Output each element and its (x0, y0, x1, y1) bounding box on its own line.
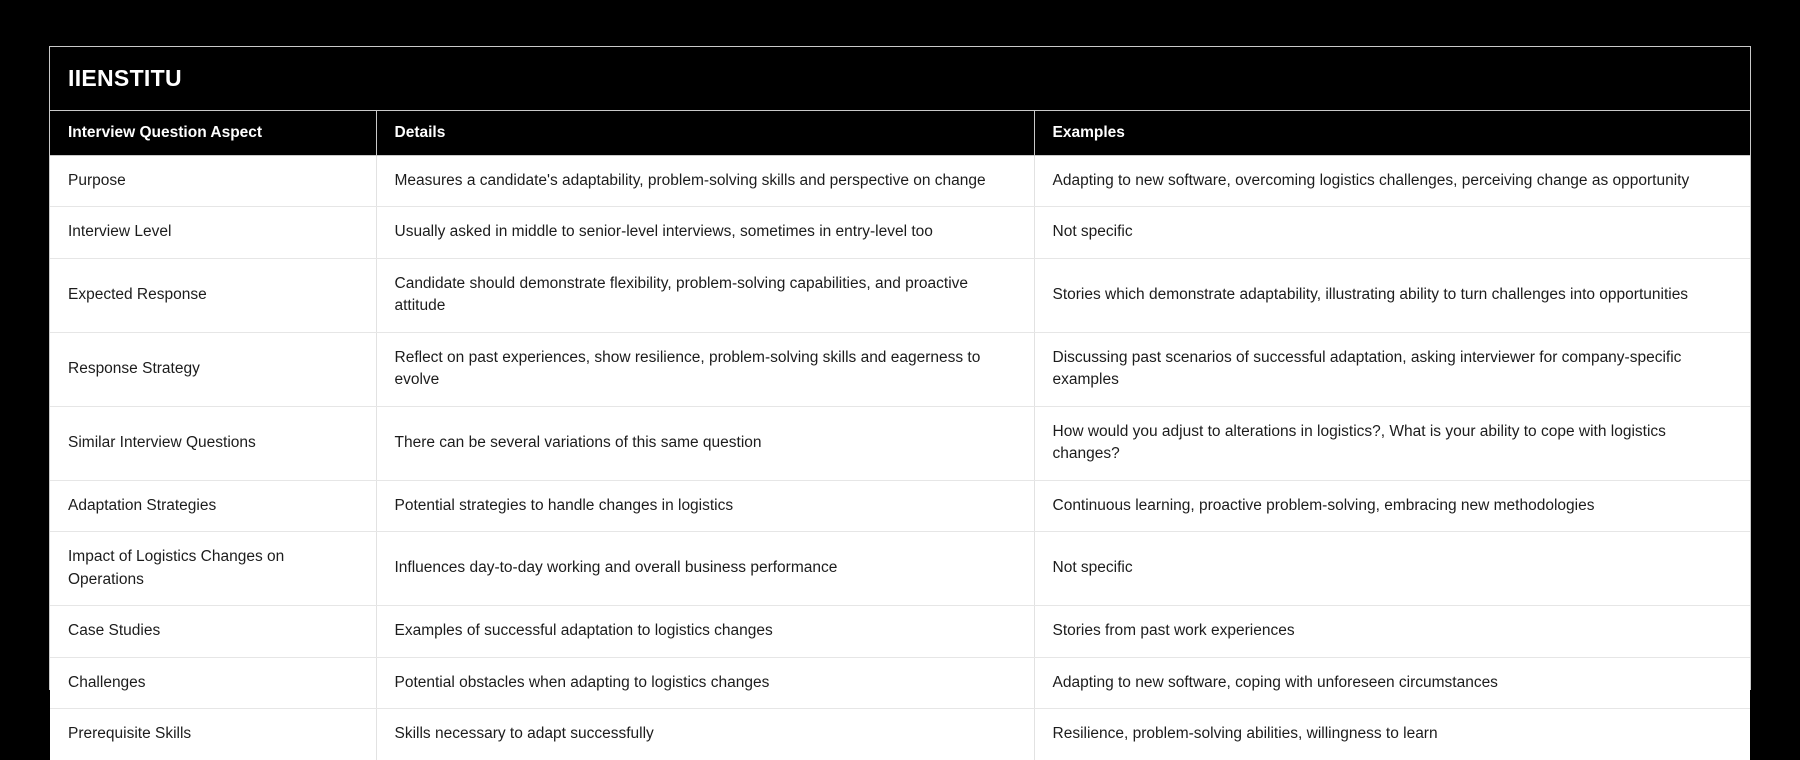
table-row (50, 258, 1750, 332)
cell-examples: How would you adjust to alterations in logistics?, What is your ability to cope with logistics changes? (1034, 406, 1750, 480)
cell-aspect: Similar Interview Questions (50, 406, 376, 480)
cell-aspect: Challenges (50, 657, 376, 708)
cell-aspect: Expected Response (50, 258, 376, 332)
cell-details: Candidate should demonstrate flexibility, problem-solving capabilities, and proactive attitude (376, 258, 1034, 332)
cell-aspect: Interview Level (50, 207, 376, 258)
cell-aspect: Purpose (50, 156, 376, 207)
interview-question-table (50, 111, 1750, 760)
cell-aspect: Prerequisite Skills (50, 709, 376, 760)
cell-examples: Adapting to new software, coping with unforeseen circumstances (1034, 657, 1750, 708)
cell-examples: Adapting to new software, overcoming logistics challenges, perceiving change as opportunity (1034, 156, 1750, 207)
cell-details: Skills necessary to adapt successfully (376, 709, 1034, 760)
cell-examples: Not specific (1034, 207, 1750, 258)
column-header-examples: Examples (1034, 111, 1750, 156)
table-header (50, 111, 1750, 156)
cell-examples: Stories which demonstrate adaptability, illustrating ability to turn challenges into opportunities (1034, 258, 1750, 332)
cell-aspect: Response Strategy (50, 332, 376, 406)
cell-details: Measures a candidate's adaptability, problem-solving skills and perspective on change (376, 156, 1034, 207)
table-row (50, 156, 1750, 207)
table-row (50, 606, 1750, 657)
cell-aspect: Adaptation Strategies (50, 480, 376, 531)
table-row (50, 532, 1750, 606)
column-header-aspect: Interview Question Aspect (50, 111, 376, 156)
table-row (50, 406, 1750, 480)
table-row (50, 480, 1750, 531)
column-header-details: Details (376, 111, 1034, 156)
cell-details: Usually asked in middle to senior-level interviews, sometimes in entry-level too (376, 207, 1034, 258)
table-row (50, 332, 1750, 406)
cell-details: Influences day-to-day working and overall business performance (376, 532, 1034, 606)
cell-examples: Continuous learning, proactive problem-solving, embracing new methodologies (1034, 480, 1750, 531)
table-frame (49, 46, 1751, 743)
cell-examples: Discussing past scenarios of successful adaptation, asking interviewer for company-specific examples (1034, 332, 1750, 406)
cell-aspect: Impact of Logistics Changes on Operations (50, 532, 376, 606)
cell-details: Potential strategies to handle changes in logistics (376, 480, 1034, 531)
cell-examples: Resilience, problem-solving abilities, willingness to learn (1034, 709, 1750, 760)
cell-aspect: Case Studies (50, 606, 376, 657)
cell-details: Examples of successful adaptation to logistics changes (376, 606, 1034, 657)
cell-details: There can be several variations of this same question (376, 406, 1034, 480)
table-row (50, 709, 1750, 760)
table-body (50, 156, 1750, 760)
cell-details: Reflect on past experiences, show resilience, problem-solving skills and eagerness to evolve (376, 332, 1034, 406)
brand-title: IIENSTITU (68, 65, 182, 91)
table-header-row (50, 111, 1750, 156)
cell-examples: Stories from past work experiences (1034, 606, 1750, 657)
table-row (50, 657, 1750, 708)
cell-details: Potential obstacles when adapting to logistics changes (376, 657, 1034, 708)
table-row (50, 207, 1750, 258)
brand-header (50, 47, 1750, 111)
cell-examples: Not specific (1034, 532, 1750, 606)
